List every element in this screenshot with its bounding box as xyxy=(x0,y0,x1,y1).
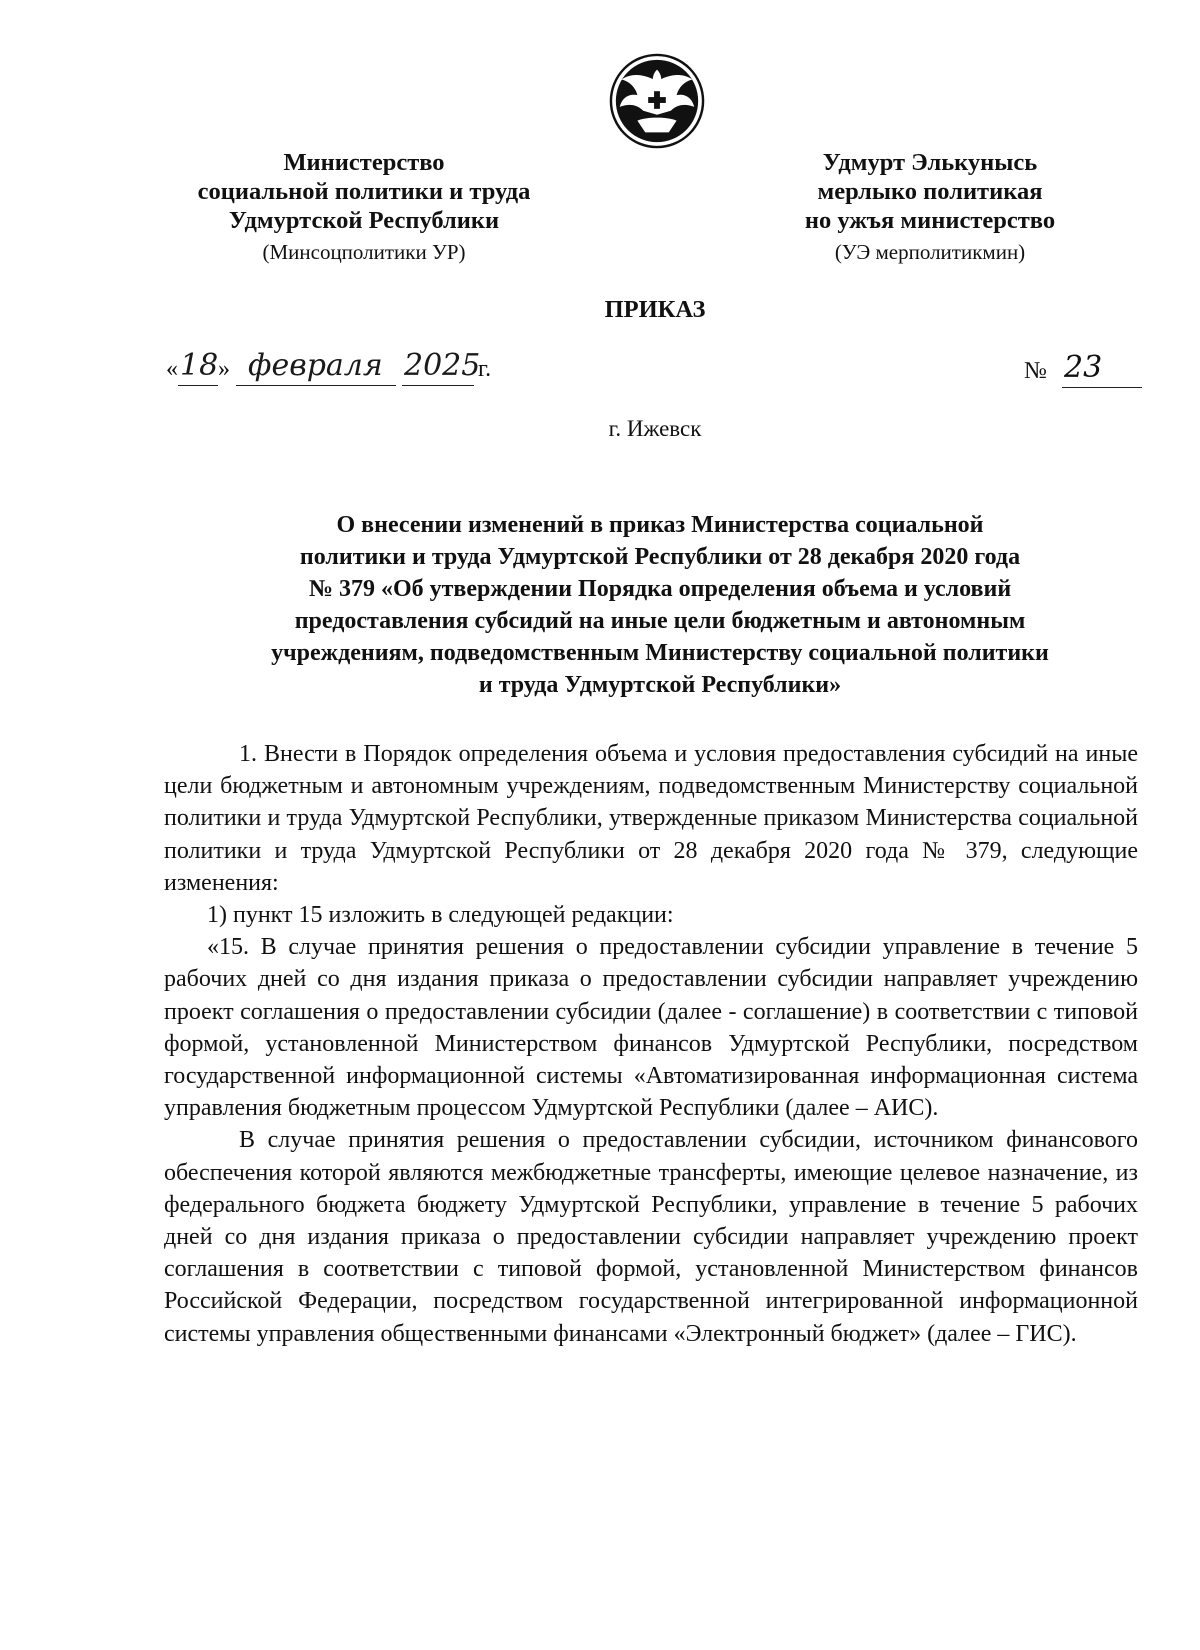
date-suffix: г. xyxy=(478,356,492,382)
number-sign: № xyxy=(1024,358,1047,384)
order-date xyxy=(166,348,526,392)
date-year-underline xyxy=(402,385,474,386)
document-type: ПРИКАЗ xyxy=(604,296,706,323)
date-day-underline xyxy=(178,385,218,386)
header-left-line2: социальной политики и труда xyxy=(197,178,531,205)
header-right-line3: но ужъя министерство xyxy=(804,207,1056,234)
header-right-line2: мерлыко политикая xyxy=(817,178,1043,205)
date-year-handwritten: 2025 xyxy=(404,348,481,383)
date-month-handwritten: февраля xyxy=(248,348,383,383)
date-close-quote: » xyxy=(218,356,230,382)
paragraph-3: «15. В случае принятия решения о предоставлении субсидии управление в течение 5 рабочих дней со дня издания приказа о предоставлении субсидии направляет учреждению проект соглашения о предоставлении субсидии (далее - соглашение) в соответствии с типовой формой, установленной Министерством финансов Удмуртской Республики, посредством государственной информационной системы «Автоматизированная информационная система управления бюджетным процессом Удмуртской Республики (далее – АИС). xyxy=(164,934,1138,1122)
number-value-handwritten: 23 xyxy=(1064,350,1103,385)
header-right-line1: Удмурт Элькунысь xyxy=(822,149,1038,176)
paragraph-1: 1. Внести в Порядок определения объема и условия предоставления субсидий на иные цели бюджетным и автономным учреждениям, подведомственным Министерству социальной политики и труда Удмуртской Республики, утвержденные приказом Министерства социальной политики и труда Удмуртской Республики от 28 декабря 2020 года № 379, следующие изменения: xyxy=(164,741,1138,896)
title-line-4: предоставления субсидий на иные цели бюджетным и автономным xyxy=(294,608,1026,634)
number-underline xyxy=(1062,387,1142,388)
header-left-abbr: (Минсоцполитики УР) xyxy=(262,240,466,264)
title-line-2: политики и труда Удмуртской Республики от 28 декабря 2020 года xyxy=(299,544,1021,570)
city: г. Ижевск xyxy=(608,416,702,441)
header-right xyxy=(740,148,1120,267)
title-line-1: О внесении изменений в приказ Министерства социальной xyxy=(336,512,984,538)
udmurt-coat-of-arms-icon xyxy=(608,52,706,150)
order-number xyxy=(1024,350,1144,394)
date-day-handwritten: 18 xyxy=(180,348,219,383)
title-line-6: и труда Удмуртской Республики» xyxy=(478,672,842,698)
date-month-underline xyxy=(236,385,396,386)
document-body xyxy=(164,738,1138,1350)
paragraph-4: В случае принятия решения о предоставлении субсидии, источником финансового обеспечения которой являются межбюджетные трансферты, имеющие целевое назначение, из федерального бюджета бюджету Удмуртской Республики, управление в течение 5 рабочих дней со дня издания приказа о предоставлении субсидии направляет учреждению проект соглашения в соответствии с типовой формой, установленной Министерством финансов Российской Федерации, посредством государственной интегрированной информационной системы управления общественными финансами «Электронный бюджет» (далее – ГИС). xyxy=(164,1127,1138,1347)
title-line-3: № 379 «Об утверждении Порядка определения объема и условий xyxy=(308,576,1012,602)
header-left-line1: Министерство xyxy=(283,149,445,176)
header-left xyxy=(158,148,570,267)
title-line-5: учреждениям, подведомственным Министерству социальной политики xyxy=(271,640,1049,666)
paragraph-2: 1) пункт 15 изложить в следующей редакции: xyxy=(207,902,674,929)
date-open-quote: « xyxy=(166,356,178,382)
document-title xyxy=(160,509,1160,701)
header-right-abbr: (УЭ мерполитикмин) xyxy=(834,240,1026,264)
header-left-line3: Удмуртской Республики xyxy=(228,207,500,234)
